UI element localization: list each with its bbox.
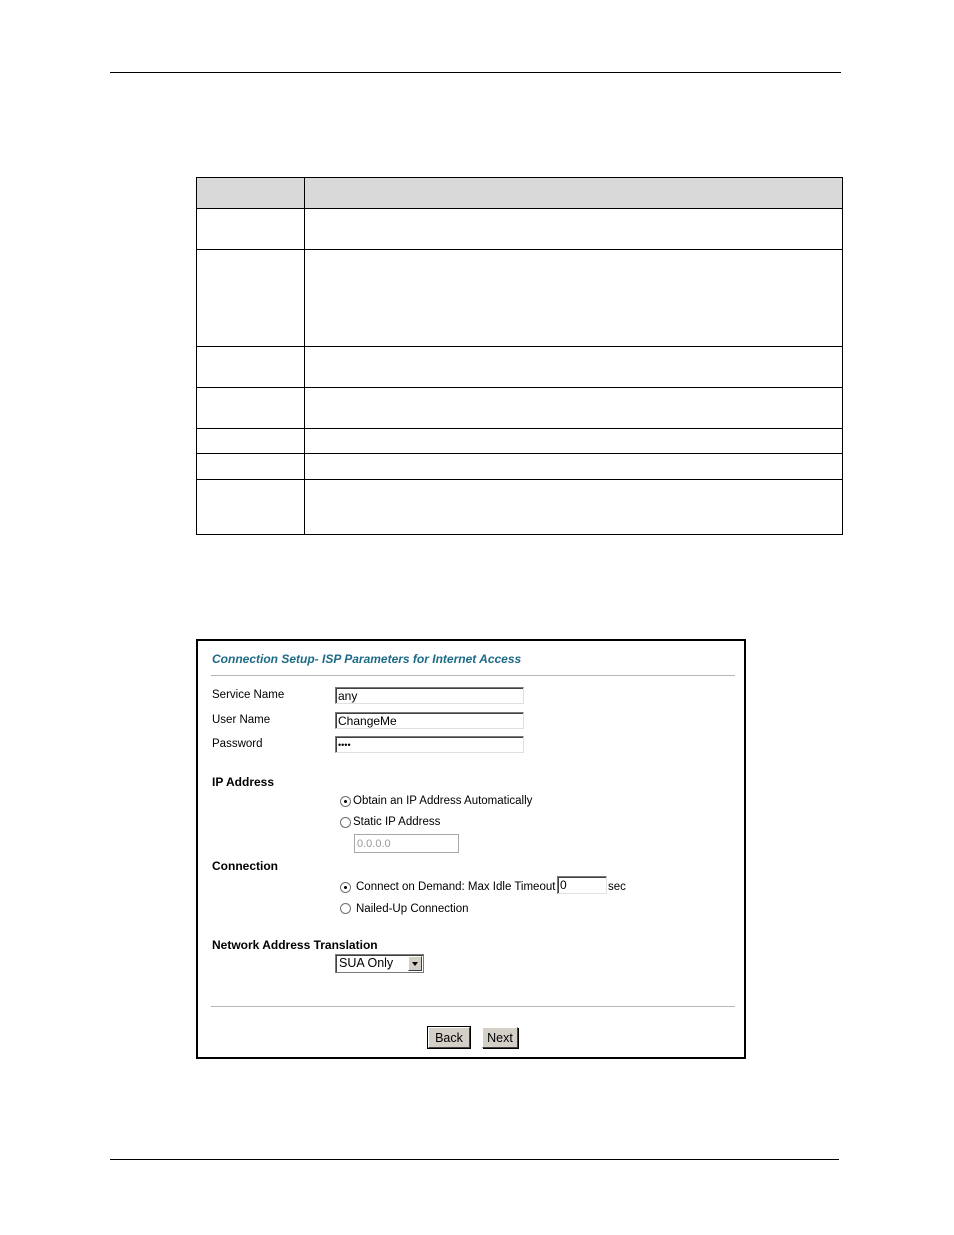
table-row — [197, 250, 843, 347]
table-row — [197, 347, 843, 388]
next-button[interactable]: Next — [482, 1027, 518, 1048]
table-header-row — [197, 178, 843, 209]
footer-divider — [211, 1006, 735, 1007]
parameter-table — [196, 177, 843, 535]
nailed-up-label[interactable]: Nailed-Up Connection — [356, 903, 469, 915]
idle-timeout-unit: sec — [608, 881, 626, 893]
service-name-label: Service Name — [212, 689, 285, 701]
ip-address-heading: IP Address — [212, 775, 275, 789]
footer-rule — [110, 1159, 839, 1160]
idle-timeout-input[interactable] — [557, 876, 607, 894]
radio-unselected-icon[interactable] — [340, 903, 351, 914]
table-row — [197, 454, 843, 480]
user-name-input[interactable] — [335, 712, 524, 729]
title-divider — [211, 675, 735, 676]
service-name-input[interactable] — [335, 687, 524, 704]
on-demand-label[interactable]: Connect on Demand: Max Idle Timeout — [356, 881, 556, 893]
nat-selected-value: SUA Only — [339, 956, 394, 970]
table-row — [197, 209, 843, 250]
radio-selected-icon[interactable] — [340, 796, 351, 807]
user-name-label: User Name — [212, 714, 271, 726]
nat-select[interactable] — [335, 954, 424, 973]
table-row — [197, 429, 843, 454]
connection-heading: Connection — [212, 859, 278, 873]
ip-static-label[interactable]: Static IP Address — [353, 816, 441, 828]
password-label: Password — [212, 738, 263, 750]
header-rule — [110, 72, 841, 73]
table-row — [197, 388, 843, 429]
back-button[interactable]: Back — [428, 1027, 470, 1048]
nat-heading: Network Address Translation — [212, 938, 378, 952]
radio-selected-icon[interactable] — [340, 882, 351, 893]
password-input[interactable] — [335, 736, 524, 753]
panel-title: Connection Setup- ISP Parameters for Internet Access — [212, 652, 522, 666]
static-ip-input[interactable] — [354, 834, 459, 853]
chevron-down-icon[interactable] — [408, 956, 422, 971]
ip-auto-label[interactable]: Obtain an IP Address Automatically — [353, 795, 533, 807]
radio-unselected-icon[interactable] — [340, 817, 351, 828]
isp-parameters-panel — [196, 639, 746, 1059]
table-row — [197, 480, 843, 535]
